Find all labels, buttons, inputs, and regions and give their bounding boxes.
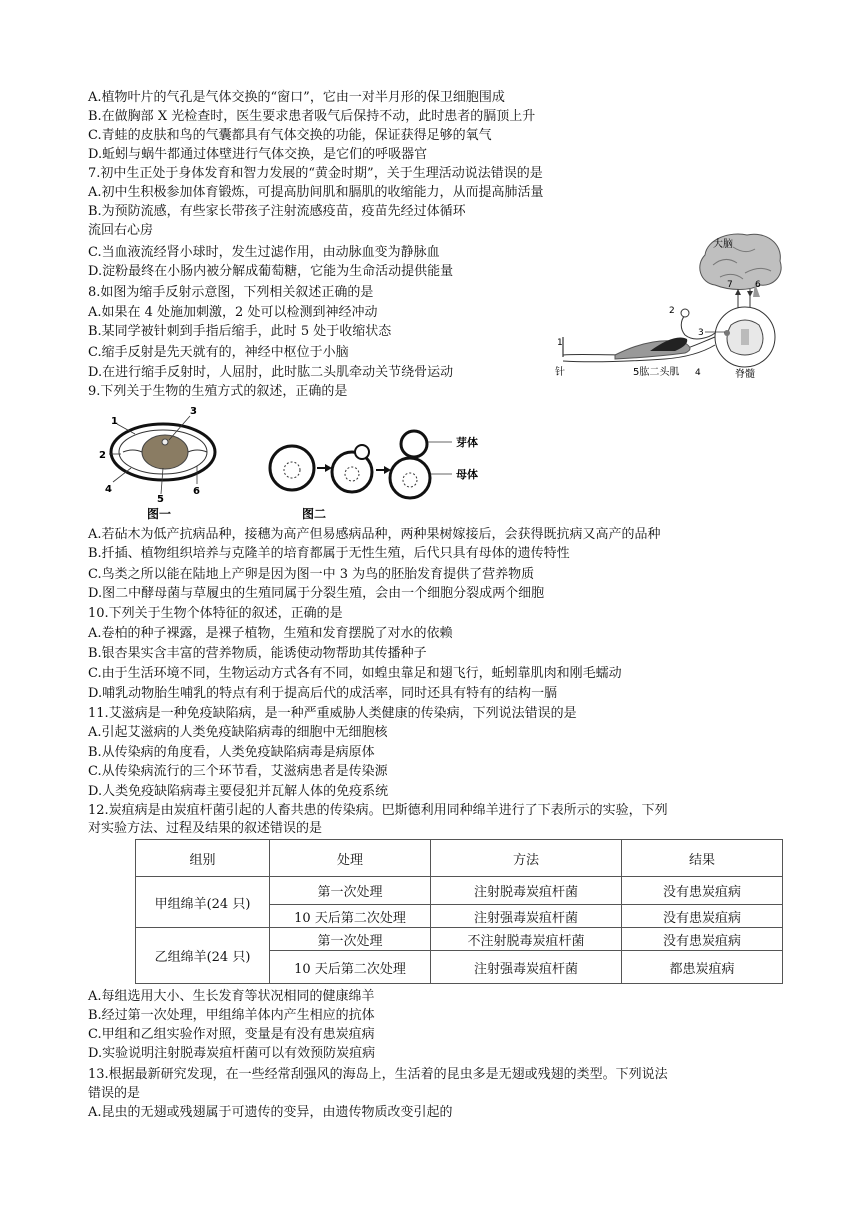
text-line: A.初中生积极参加体育锻炼，可提高肋间肌和膈肌的收缩能力，从而提高肺活量 bbox=[88, 185, 544, 200]
table-cell: 没有患炭疽病 bbox=[622, 928, 783, 951]
text-line: B.从传染病的角度看，人类免疫缺陷病毒是病原体 bbox=[88, 745, 375, 760]
text-line: 流回右心房 bbox=[88, 223, 154, 238]
text-line: A.卷柏的种子裸露，是裸子植物，生殖和发育摆脱了对水的依赖 bbox=[88, 626, 453, 641]
text-line: D.实验说明注射脱毒炭疽杆菌可以有效预防炭疽病 bbox=[88, 1046, 376, 1061]
bird-egg-figure bbox=[95, 402, 230, 520]
muscle-label: 5肱二头肌 bbox=[633, 367, 680, 378]
table-header-row bbox=[136, 840, 783, 877]
text-line: D.蚯蚓与蜗牛都通过体壁进行气体交换，是它们的呼吸器官 bbox=[88, 147, 428, 162]
egg-label-3: 3 bbox=[190, 406, 197, 417]
text-line: A.若砧木为低产抗病品种，接穗为高产但易感病品种，两种果树嫁接后，会获得既抗病又高产的品种 bbox=[88, 527, 661, 542]
table-cell: 没有患炭疽病 bbox=[622, 877, 783, 905]
egg-label-1: 1 bbox=[111, 416, 118, 427]
text-line: D.淀粉最终在小肠内被分解成葡萄糖，它能为生命活动提供能量 bbox=[88, 264, 454, 279]
label-3: 3 bbox=[698, 328, 704, 338]
bud-label: 芽体 bbox=[456, 436, 478, 449]
question-stem: 8.如图为缩手反射示意图，下列相关叙述正确的是 bbox=[88, 285, 374, 300]
spinal-label: 脊髓 bbox=[735, 369, 755, 380]
brain-label: 大脑 bbox=[713, 239, 733, 250]
text-line: D.图二中酵母菌与草履虫的生殖同属于分裂生殖，会由一个细胞分裂成两个细胞 bbox=[88, 586, 545, 601]
question-stem: 9.下列关于生物的生殖方式的叙述，正确的是 bbox=[88, 384, 348, 399]
mother-label: 母体 bbox=[456, 468, 478, 481]
question-stem: 12.炭疽病是由炭疽杆菌引起的人畜共患的传染病。巴斯德利用同种绵羊进行了下表所示的实验，下列 bbox=[88, 803, 668, 818]
table-header: 方法 bbox=[431, 840, 622, 877]
question-stem: 10.下列关于生物个体特征的叙述，正确的是 bbox=[88, 606, 343, 621]
text-line: C.从传染病流行的三个环节看，艾滋病患者是传染源 bbox=[88, 764, 388, 779]
table-cell-group: 甲组绵羊(24 只) bbox=[136, 877, 270, 928]
text-line: D.人类免疫缺陷病毒主要侵犯并瓦解人体的免疫系统 bbox=[88, 784, 389, 799]
table-cell: 注射强毒炭疽杆菌 bbox=[431, 951, 622, 984]
text-line: C.甲组和乙组实验作对照，变量是有没有患炭疽病 bbox=[88, 1027, 375, 1042]
label-7: 7 bbox=[727, 280, 733, 290]
figure-caption: 图一 bbox=[147, 507, 172, 520]
text-line: C.鸟类之所以能在陆地上产卵是因为图一中 3 为鸟的胚胎发育提供了营养物质 bbox=[88, 567, 535, 582]
text-line: B.经过第一次处理，甲组绵羊体内产生相应的抗体 bbox=[88, 1008, 375, 1023]
label-6: 6 bbox=[755, 280, 761, 290]
figure-caption: 图二 bbox=[302, 507, 327, 520]
text-line: B.在做胸部 X 光检查时，医生要求患者吸气后保持不动，此时患者的膈顶上升 bbox=[88, 109, 536, 124]
yeast-budding-figure bbox=[262, 428, 502, 520]
brain-icon bbox=[700, 234, 781, 290]
text-line: D.在进行缩手反射时，人屈肘，此时肱二头肌牵动关节绕骨运动 bbox=[88, 365, 454, 380]
text-line: C.缩手反射是先天就有的，神经中枢位于小脑 bbox=[88, 345, 349, 360]
text-line: B.扦插、植物组织培养与克隆羊的培育都属于无性生殖，后代只具有母体的遗传特性 bbox=[88, 546, 570, 561]
table-cell: 注射强毒炭疽杆菌 bbox=[431, 905, 622, 928]
text-line: A.每组选用大小、生长发育等状况相同的健康绵羊 bbox=[88, 989, 375, 1004]
text-line: B.银杏果实含丰富的营养物质，能诱使动物帮助其传播种子 bbox=[88, 646, 427, 661]
text-line: C.由于生活环境不同，生物运动方式各有不同，如蝗虫靠足和翅飞行，蚯蚓靠肌肉和刚毛蠕动 bbox=[88, 666, 622, 681]
text-line: B.某同学被针刺到手指后缩手，此时 5 处于收缩状态 bbox=[88, 324, 392, 339]
table-cell-group: 乙组绵羊(24 只) bbox=[136, 928, 270, 984]
text-line: A.植物叶片的气孔是气体交换的“窗口”，它由一对半月形的保卫细胞围成 bbox=[88, 90, 505, 105]
table-header: 处理 bbox=[270, 840, 431, 877]
text-line: 对实验方法、过程及结果的叙述错误的是 bbox=[88, 821, 323, 836]
text-line: C.当血液流经肾小球时，发生过滤作用，由动脉血变为静脉血 bbox=[88, 245, 440, 260]
question-stem: 7.初中生正处于身体发育和智力发展的“黄金时期”，关于生理活动说法错误的是 bbox=[88, 166, 543, 181]
experiment-table bbox=[135, 839, 783, 984]
needle-label: 针 bbox=[555, 367, 565, 378]
egg-label-6: 6 bbox=[193, 486, 200, 497]
table-cell: 不注射脱毒炭疽杆菌 bbox=[431, 928, 622, 951]
table-cell: 10 天后第二次处理 bbox=[270, 905, 431, 928]
egg-label-5: 5 bbox=[157, 494, 164, 505]
label-1: 1 bbox=[557, 338, 563, 348]
table-cell: 10 天后第二次处理 bbox=[270, 951, 431, 984]
text-line: C.青蛙的皮肤和鸟的气囊都具有气体交换的功能，保证获得足够的氧气 bbox=[88, 128, 492, 143]
egg-label-2: 2 bbox=[99, 450, 106, 461]
reflex-arc-figure bbox=[555, 225, 795, 385]
table-row bbox=[136, 928, 783, 951]
question-stem: 13.根据最新研究发现，在一些经常刮强风的海岛上，生活着的昆虫多是无翅或残翅的类型。下列说法 bbox=[88, 1067, 668, 1082]
table-cell: 没有患炭疽病 bbox=[622, 905, 783, 928]
table-cell: 第一次处理 bbox=[270, 877, 431, 905]
label-4: 4 bbox=[695, 368, 701, 378]
table-cell: 注射脱毒炭疽杆菌 bbox=[431, 877, 622, 905]
text-line: A.昆虫的无翅或残翅属于可遗传的变异，由遗传物质改变引起的 bbox=[88, 1105, 453, 1120]
question-stem: 11.艾滋病是一种免疫缺陷病，是一种严重威胁人类健康的传染病，下列说法错误的是 bbox=[88, 706, 577, 721]
text-line: B.为预防流感，有些家长带孩子注射流感疫苗，疫苗先经过体循环 bbox=[88, 204, 466, 219]
table-row bbox=[136, 877, 783, 905]
label-2: 2 bbox=[669, 306, 675, 316]
text-line: A.引起艾滋病的人类免疫缺陷病毒的细胞中无细胞核 bbox=[88, 725, 388, 740]
text-line: 错误的是 bbox=[88, 1086, 141, 1101]
table-header: 组别 bbox=[136, 840, 270, 877]
table-cell: 第一次处理 bbox=[270, 928, 431, 951]
text-line: A.如果在 4 处施加刺激，2 处可以检测到神经冲动 bbox=[88, 305, 378, 320]
table-cell: 都患炭疽病 bbox=[622, 951, 783, 984]
table-header: 结果 bbox=[622, 840, 783, 877]
text-line: D.哺乳动物胎生哺乳的特点有利于提高后代的成活率，同时还具有特有的结构一膈 bbox=[88, 686, 558, 701]
egg-label-4: 4 bbox=[105, 484, 112, 495]
